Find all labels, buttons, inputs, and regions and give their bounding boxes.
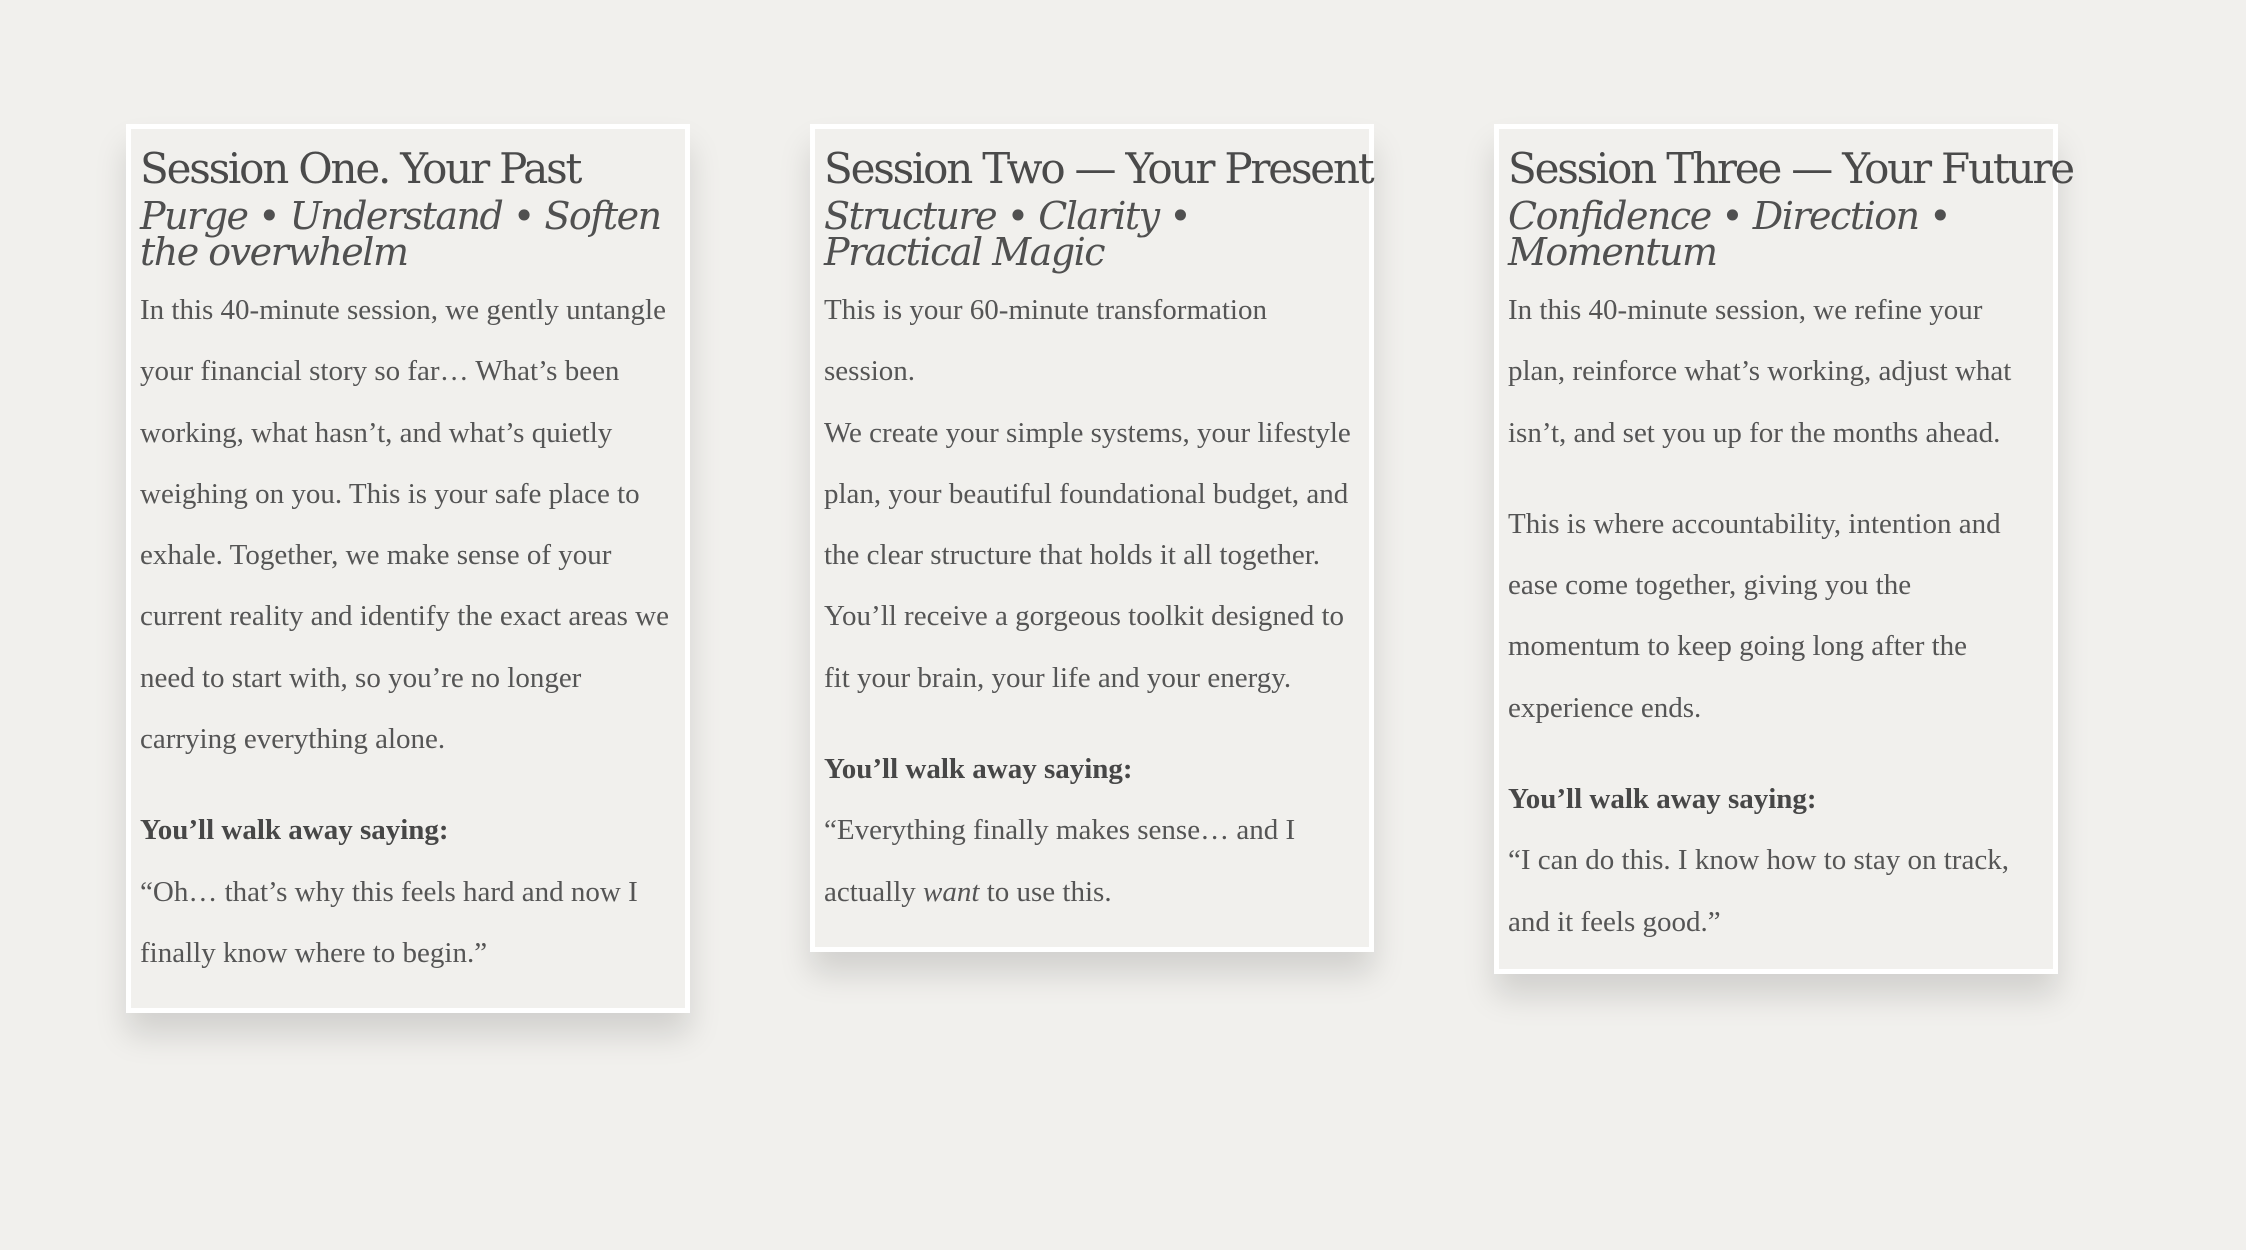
- quote-emphasis: want: [923, 875, 980, 908]
- session-subtitle: Purge • Understand • Soften the overwhelm: [140, 194, 661, 274]
- session-quote: [824, 800, 1358, 923]
- quote-text-start: “Everything finally makes sense… and I actually: [824, 814, 1296, 908]
- session-title: Session Two — Your Present: [824, 144, 1373, 193]
- session-quote: “Oh… that’s why this feels hard and now I finally know where to begin.”: [140, 875, 638, 969]
- session-card-one: [126, 124, 690, 1013]
- session-subtitle: Confidence • Direction • Momentum: [1508, 194, 1951, 274]
- walk-away-label: You’ll walk away saying:: [1508, 783, 1817, 816]
- session-card-three: [1494, 124, 2073, 974]
- walk-away-label: You’ll walk away saying:: [140, 814, 449, 847]
- session-description-intro: This is your 60-minute transformation session.: [824, 294, 1267, 388]
- session-description-continued: This is where accountability, intention and ease come together, giving you the momentum to keep going long after the experience ends.: [1508, 507, 2001, 724]
- session-description: In this 40-minute session, we gently untangle your financial story so far… What’s been working, what hasn’t, and what’s quietly weighing on you. This is your safe place to exhale. Together, we make sense of your current reality and identify the exact areas we need to start with, so you’re no longer carrying everything alone.: [140, 294, 669, 756]
- walk-away-label: You’ll walk away saying:: [824, 753, 1133, 786]
- session-card-two: [810, 124, 1374, 952]
- session-description: We create your simple systems, your lifestyle plan, your beautiful foundational budget, and the clear structure that holds it all together. You’ll receive a gorgeous toolkit designed to fit your brain, your life and your energy.: [824, 416, 1351, 694]
- session-title: Session One. Your Past: [140, 144, 581, 193]
- session-title: Session Three — Your Future: [1508, 144, 2073, 193]
- session-quote: “I can do this. I know how to stay on track, and it feels good.”: [1508, 844, 2009, 938]
- quote-text-end: to use this.: [979, 875, 1112, 908]
- session-description: In this 40-minute session, we refine your plan, reinforce what’s working, adjust what isn’t, and set you up for the months ahead.: [1508, 294, 2012, 449]
- session-subtitle: Structure • Clarity • Practical Magic: [824, 194, 1191, 274]
